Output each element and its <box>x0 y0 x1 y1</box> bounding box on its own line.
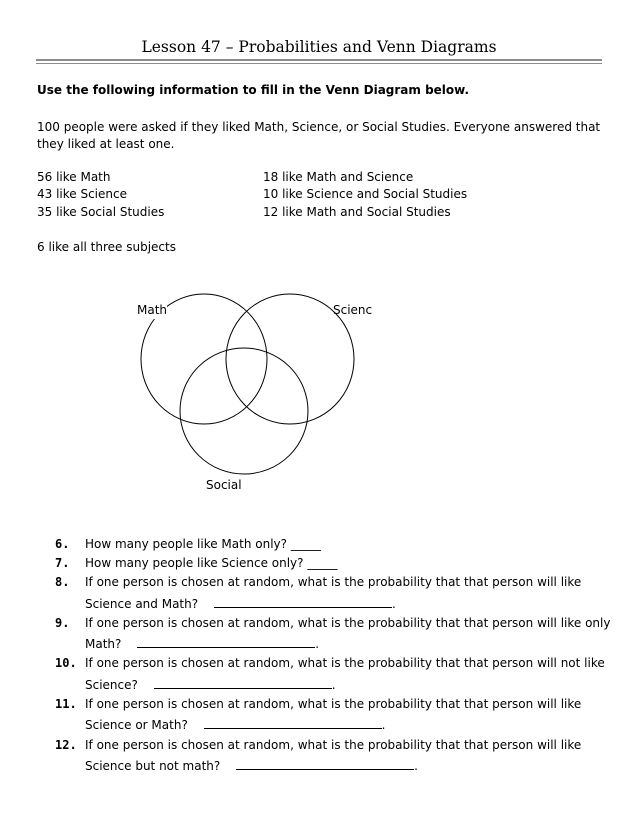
question-text: How many people like Science only? <box>85 556 308 570</box>
question-12-line-2 <box>85 757 418 775</box>
question-6 <box>85 536 321 553</box>
venn-label-math: Math <box>137 303 168 317</box>
question-number: 6. <box>55 537 70 551</box>
intro-line-2: they liked at least one. <box>37 137 175 151</box>
question-text: How many people like Math only? <box>85 537 291 551</box>
question-text: If one person is chosen at random, what is the probability that that person will like only <box>85 616 611 630</box>
question-11-line-2 <box>85 716 385 734</box>
question-text: If one person is chosen at random, what is the probability that that person will not like <box>85 656 605 670</box>
venn-label-social: Social <box>206 478 242 492</box>
fact-social: 35 like Social Studies <box>37 205 165 219</box>
question-number: 10. <box>55 656 77 670</box>
fact-math: 56 like Math <box>37 170 111 184</box>
instructions: Use the following information to fill in the Venn Diagram below. <box>37 83 470 97</box>
period: . <box>315 637 320 651</box>
page-title: Lesson 47 – Probabilities and Venn Diagrams <box>141 38 497 56</box>
question-7 <box>85 555 337 572</box>
question-text: Science? <box>85 678 138 692</box>
question-10-line-2 <box>85 676 336 694</box>
fact-science: 43 like Science <box>37 187 127 201</box>
answer-blank[interactable]: _____ <box>307 556 338 570</box>
question-number: 7. <box>55 556 70 570</box>
period: . <box>331 678 336 692</box>
question-text: Math? <box>85 637 122 651</box>
answer-blank[interactable] <box>204 716 382 729</box>
question-text: If one person is chosen at random, what is the probability that that person will like <box>85 697 582 711</box>
question-8-line-2 <box>85 595 396 613</box>
fact-math-social: 12 like Math and Social Studies <box>263 205 451 219</box>
answer-blank[interactable] <box>154 676 332 689</box>
question-number: 8. <box>55 575 70 589</box>
venn-label-science: Scienc <box>333 303 373 317</box>
period: . <box>391 597 396 611</box>
fact-math-science: 18 like Math and Science <box>263 170 414 184</box>
answer-blank[interactable] <box>214 595 392 608</box>
question-9-line-2 <box>85 635 319 653</box>
intro-line-1: 100 people were asked if they liked Math, Science, or Social Studies. Everyone answered that <box>37 120 601 134</box>
period: . <box>381 718 386 732</box>
question-text: If one person is chosen at random, what is the probability that that person will like <box>85 575 582 589</box>
period: . <box>414 759 418 773</box>
answer-blank[interactable] <box>137 635 315 648</box>
fact-all-three: 6 like all three subjects <box>37 240 176 254</box>
question-number: 9. <box>55 616 70 630</box>
venn-circle-social <box>180 348 308 474</box>
question-number: 12. <box>55 738 77 752</box>
question-text: Science but not math? <box>85 759 221 773</box>
answer-blank[interactable] <box>236 757 414 770</box>
answer-blank[interactable]: _____ <box>290 537 321 551</box>
fact-science-social: 10 like Science and Social Studies <box>263 187 468 201</box>
question-text: Science or Math? <box>85 718 188 732</box>
question-text: Science and Math? <box>85 597 199 611</box>
question-number: 11. <box>55 697 77 711</box>
question-text: If one person is chosen at random, what is the probability that that person will like <box>85 738 582 752</box>
